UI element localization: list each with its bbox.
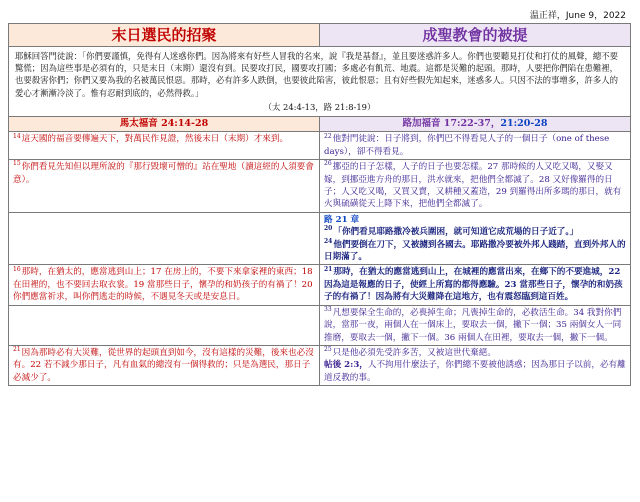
right-header-b: 21:20-28 xyxy=(500,118,548,130)
verse-text: 他們要倒在刀下，又被擄到各國去。耶路撒冷要被外邦人踐踏，直到外邦人的日期滿了。 xyxy=(324,239,626,263)
table-row xyxy=(9,132,631,160)
left-cell xyxy=(9,345,320,385)
verse-text: 凡想要保全生命的，必喪掉生命；凡喪掉生命的，必救活生命。34 我對你們說，當那一夜，兩個人在一個床上，要取去一個，撇下一個；35 兩個女人一同推磨，要取去一個，撇下一個。36 兩個人在田裡，要取去一個，撇下一個。 xyxy=(324,307,622,343)
verse-number: 25 xyxy=(324,346,332,354)
verse-text: 挪亞的日子怎樣，人子的日子也要怎樣。27 那時候的人又吃又喝，又娶又嫁，到挪亞進方舟的那日，洪水就來，把他們全都滅了。28 又好像羅得的日子；人又吃又喝，又買又賣，又耕種又蓋造，29 到羅得出所多瑪的那日，就有火與硫磺從天上降下來，把他們全都滅了。 xyxy=(324,162,622,210)
right-cell xyxy=(320,305,631,345)
verse-text: 那時，在猶太的應當逃到山上，在城裡的應當出來，在鄉下的不要進城，22 因為這是報應的日子，使經上所寫的都得應驗。23 當那些日子，懷孕的和奶孩子的有禍了！因為將有大災難降在這地方，也有震怒臨到這百姓。 xyxy=(324,267,623,303)
verse-text: 只是他必須先受許多苦，又被這世代棄絕。 xyxy=(332,347,496,358)
right-book-header xyxy=(320,117,631,132)
verse-number: 21 xyxy=(13,346,21,354)
verse-number: 20 xyxy=(324,225,333,233)
right-cell xyxy=(320,212,631,265)
chapter-heading: 路 21 章 xyxy=(324,214,360,225)
author-date: 温正祥，June 9，2022 xyxy=(529,11,626,21)
verse-number: 15 xyxy=(13,160,21,168)
left-cell xyxy=(9,132,320,160)
verse-text: 「你們看見耶路撒冷被兵圍困，就可知道它成荒場的日子近了。」 xyxy=(333,227,579,238)
right-cell xyxy=(320,132,631,160)
verse-text: 你們看見先知但以理所說的『那行毀壞可憎的』站在聖地（讀這經的人須要會意）。 xyxy=(13,162,314,185)
document-page xyxy=(8,8,630,386)
left-cell-empty xyxy=(9,212,320,265)
verse-number: 24 xyxy=(324,237,333,245)
verse-ref: 帖後 2:3， xyxy=(324,360,368,371)
intro-text: 耶穌回答門徒說：「你們要謹慎，免得有人迷惑你們。因為將來有好些人冒我的名來，說『我是基督』，並且要迷惑許多人。你們也要聽見打仗和打仗的風聲，總不要驚慌；因為這些事是必須有的，只是末日（末期）還沒有到。民要攻打民，國要攻打國；多處必有飢荒、地震。這都是災難的起頭。那時，人要把你們陷在患難裡，也要殺害你們；你們又要為我的名被萬民恨惡。那時，必有許多人跌倒，也要彼此陷害，彼此恨惡；且有好些假先知起來，迷惑多人。只因不法的事增多，許多人的愛心才漸漸冷淡了。惟有忍耐到底的，必然得救。」 xyxy=(15,51,618,98)
right-cell xyxy=(320,160,631,213)
verse-text: 因為那時必有大災難，從世界的起頭直到如今，沒有這樣的災難，後來也必沒有。22 若不減少那日子，凡有血氣的總沒有一個得救的；只是為選民，那日子必減少了。 xyxy=(13,347,314,383)
verse-number: 26 xyxy=(324,160,332,168)
table-row xyxy=(9,305,631,345)
title-right: 成聖教會的被提 xyxy=(320,24,631,47)
intro-cell xyxy=(9,47,631,117)
right-header-a: 路加福音 17:22-37， xyxy=(402,118,501,130)
left-cell-empty xyxy=(9,305,320,345)
verse-number: 33 xyxy=(324,305,332,313)
verse-text: 人不拘用什麼法子，你們總不要被他誘惑；因為那日子以前，必有離道反教的事。 xyxy=(324,360,626,383)
table-row xyxy=(9,212,631,265)
left-cell xyxy=(9,265,320,305)
table-row xyxy=(9,345,631,385)
title-left: 末日選民的招聚 xyxy=(9,24,320,47)
left-book-header: 馬太福音 24:14-28 xyxy=(9,117,320,132)
verse-text: 那時，在猶太的，應當逃到山上；17 在房上的，不要下來拿家裡的東西；18 在田裡的，也不要回去取衣裳。19 當那些日子，懷孕的和奶孩子的有禍了！20 你們應當祈求，叫你們逃走的時候，不遇見冬天或是安息日。 xyxy=(13,267,313,303)
verse-number: 16 xyxy=(13,265,21,273)
verse-number: 22 xyxy=(324,132,332,140)
right-cell xyxy=(320,265,631,305)
intro-ref: （太 24:4-13，路 21:8-19） xyxy=(263,101,376,112)
verse-text: 這天國的福音要傳遍天下，對萬民作見證，然後末日（末期）才來到。 xyxy=(21,134,289,145)
comparison-table xyxy=(8,23,631,386)
table-row xyxy=(9,265,631,305)
verse-number: 14 xyxy=(13,132,21,140)
left-cell xyxy=(9,160,320,213)
verse-text: 他對門徒說：日子將到，你們巴不得看見人子的一個日子（one of these days），卻不得看見。 xyxy=(324,134,610,157)
verse-number: 21 xyxy=(324,265,333,273)
right-cell xyxy=(320,345,631,385)
table-row xyxy=(9,160,631,213)
